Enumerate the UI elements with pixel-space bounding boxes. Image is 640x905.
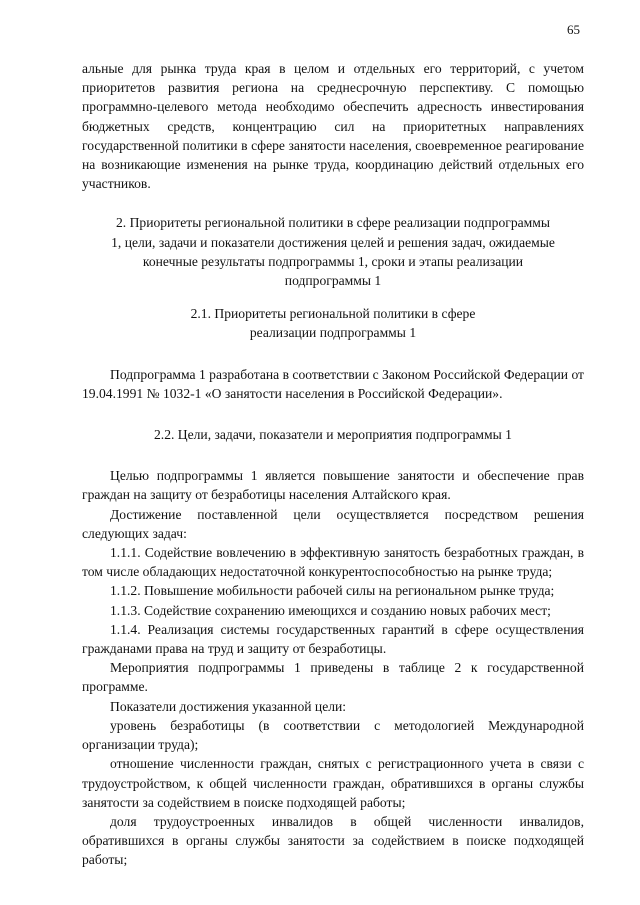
page-number: 65 — [567, 22, 580, 37]
section-2-1-heading: 2.1. Приоритеты региональной политики в сфере реализации подпрограммы 1 — [190, 306, 476, 341]
task-1-1-1: 1.1.1. Содействие вовлечению в эффективную занятость безработных граждан, в том числе обладающих недостаточной конкурентоспособностью на рынке труда; — [82, 545, 584, 580]
indicator-unemployment: уровень безработицы (в соответствии с методологией Международной организации труда); — [82, 717, 584, 753]
section-2-2-heading: 2.2. Цели, задачи, показатели и мероприятия подпрограммы 1 — [154, 427, 512, 443]
measures-paragraph: Мероприятия подпрограммы 1 приведены в таблице 2 к государственной программе. — [82, 660, 584, 695]
section-2-heading: 2. Приоритеты региональной политики в сфере реализации подпрограммы 1, цели, задачи и показатели достижения целей и решения задач, ожидаемые конечные результаты подпрограммы 1, сроки и этапы реализации подпрограммы 1 — [111, 215, 555, 289]
indicators-intro-paragraph: Показатели достижения указанной цели: — [110, 698, 347, 714]
task-1-1-2: 1.1.2. Повышение мобильности рабочей силы на региональном рынке труда; — [110, 583, 555, 599]
section-2-1-text: Подпрограмма 1 разработана в соответствии с Законом Российской Федерации от 19.04.1991 № 1032-1 «О занятости населения в Российской Федерации». — [82, 366, 584, 401]
indicator-deregistered-ratio: отношение численности граждан, снятых с регистрационного учета в связи с трудоустройством, к общей численности граждан, обратившихся в органы службы занятости за содействием в поиске подходящей работы; — [82, 756, 584, 810]
page-content — [82, 59, 584, 870]
indicator-disabled-employed: доля трудоустроенных инвалидов в общей численности инвалидов, обратившихся в органы службы занятости за содействием в поиске подходящей работы; — [82, 813, 584, 868]
tasks-intro-paragraph: Достижение поставленной цели осуществляется посредством решения следующих задач: — [82, 506, 584, 541]
goal-paragraph: Целью подпрограммы 1 является повышение занятости и обеспечение прав граждан на защиту от безработицы населения Алтайского края. — [82, 468, 584, 503]
task-1-1-3: 1.1.3. Содействие сохранению имеющихся и созданию новых рабочих мест; — [110, 602, 551, 618]
task-1-1-4: 1.1.4. Реализация системы государственных гарантий в сфере осуществления гражданами права на труд и защиту от безработицы. — [82, 621, 584, 657]
intro-paragraph: альные для рынка труда края в целом и отдельных его территорий, с учетом приоритетов развития региона на среднесрочную перспективу. С помощью программно-целевого метода необходимо обеспечить адресность инвестирования бюджетных средств, концентрацию сил на приоритетных направлениях государственной политики в сфере занятости населения, своевременное реагирование на возникающие изменения на рынке труда, координацию действий отдельных его участников. — [82, 61, 584, 192]
